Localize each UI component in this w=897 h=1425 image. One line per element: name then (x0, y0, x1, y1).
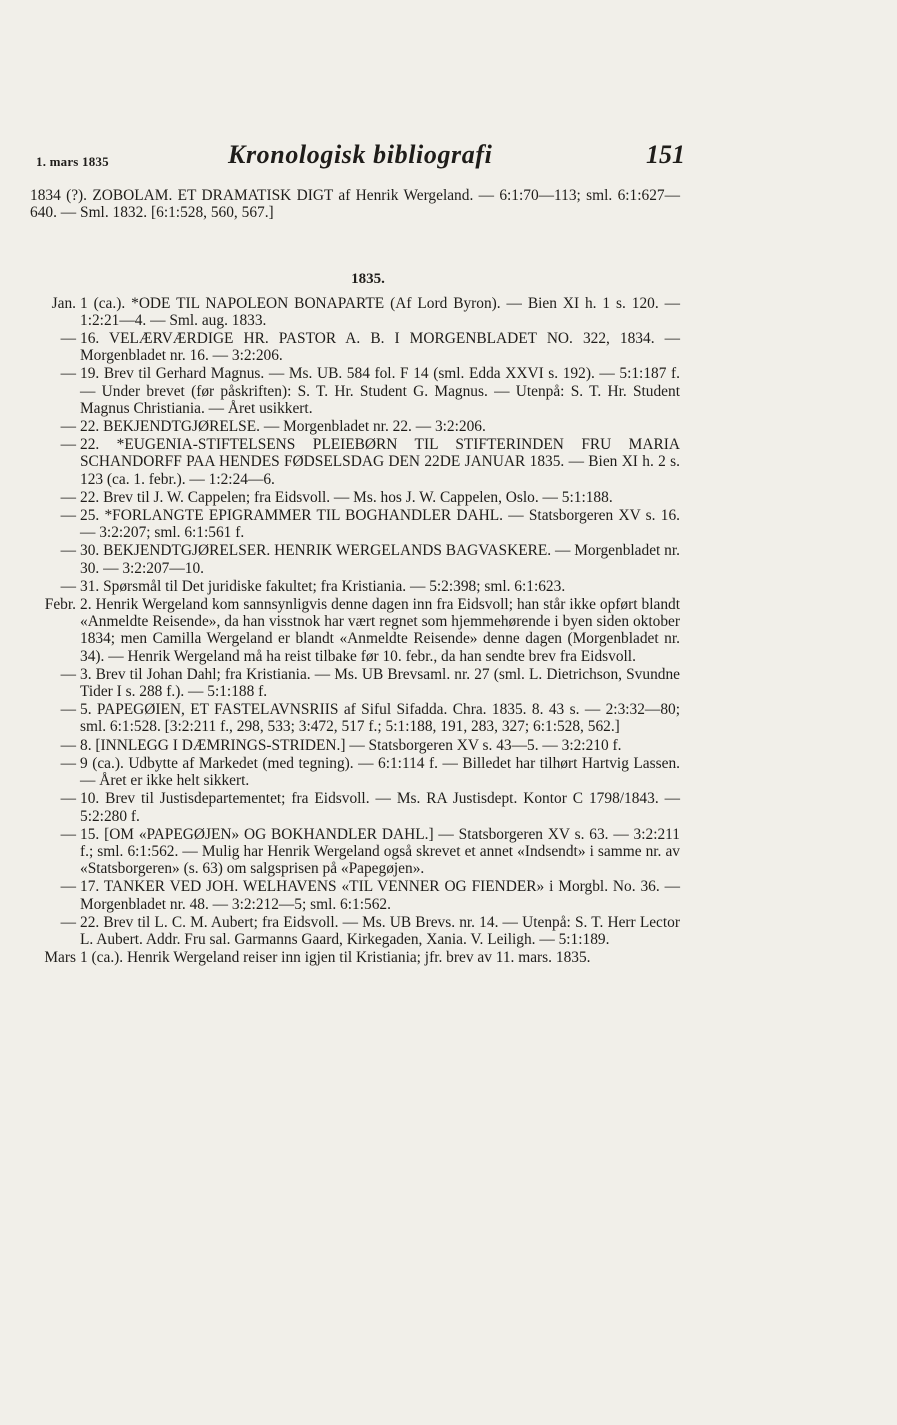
entry-text: 22. BEKJENDTGJØRELSE. — Morgenbladet nr. 22. — 3:2:206. (80, 418, 486, 436)
list-item (30, 949, 680, 966)
entry-text: 5. PAPEGØIEN, ET FASTELAVNSRIIS af Siful Sifadda. Chra. 1835. 8. 43 s. — 2:3:32—80; sml. 6:1:528. [3:2:211 f., 298, 533; 3:472, 517 f.; 5:1:188, 191, 283, 327; 6:1:528, 562.] (80, 701, 680, 736)
entry-text: 10. Brev til Justisdepartementet; fra Eidsvoll. — Ms. RA Justisdept. Kontor C 1798/1843. — 5:2:280 f. (80, 790, 680, 825)
list-item (30, 436, 680, 488)
list-item (30, 542, 680, 576)
list-item (30, 418, 680, 435)
entry-label: — (60, 436, 76, 454)
entry-text: 17. TANKER VED JOH. WELHAVENS «TIL VENNER OG FIENDER» i Morgbl. No. 36. — Morgenbladet nr. 48. — 3:2:212—5; sml. 6:1:562. (80, 878, 680, 913)
entry-1834 (30, 187, 680, 221)
entry-label: — (60, 418, 76, 436)
entry-label: — (60, 577, 76, 595)
entry-text: 1834 (?). ZOBOLAM. ET DRAMATISK DIGT af Henrik Wergeland. — 6:1:70—113; sml. 6:1:627—640. — Sml. 1832. [6:1:528, 560, 567.] (30, 187, 680, 222)
entry-label: — (60, 488, 76, 506)
list-item (30, 737, 680, 754)
entry-text: 30. BEKJENDTGJØRELSER. HENRIK WERGELANDS BAGVASKERE. — Morgenbladet nr. 30. — 3:2:207—10. (80, 542, 680, 577)
entry-text: 16. VELÆRVÆRDIGE HR. PASTOR A. B. I MORGENBLADET NO. 322, 1834. — Morgenbladet nr. 16. — 3:2:206. (80, 330, 680, 365)
entry-label: — (60, 330, 76, 348)
list-item (30, 489, 680, 506)
running-date: 1. mars 1835 (36, 154, 109, 169)
entry-label: Febr. (44, 596, 76, 614)
entry-text: 1 (ca.). Henrik Wergeland reiser inn igjen til Kristiania; jfr. brev av 11. mars. 1835. (80, 949, 591, 967)
list-item (30, 330, 680, 364)
entry-label: — (60, 665, 76, 683)
entry-text: 15. [OM «PAPEGØJEN» OG BOKHANDLER DAHL.] — Statsborgeren XV s. 63. — 3:2:211 f.; sml. 6:1:562. — Mulig har Henrik Wergeland også skrevet et annet «Indsendt» i samme nr. av «Statsborgeren» (s. 63) om salgsprisen på «Papegøjen». (80, 825, 680, 878)
year-heading: 1835. (351, 271, 385, 288)
list-item (30, 755, 680, 789)
list-item (30, 507, 680, 541)
entry-text: 1 (ca.). *ODE TIL NAPOLEON BONAPARTE (Af Lord Byron). — Bien XI h. 1 s. 120. — 1:2:21—4. — Sml. aug. 1833. (80, 294, 680, 329)
entry-text: 3. Brev til Johan Dahl; fra Kristiania. — Ms. UB Brevsaml. nr. 27 (sml. L. Dietrichson, Svundne Tider I s. 288 f.). — 5:1:188 f. (80, 665, 680, 701)
entry-text: 8. [INNLEGG I DÆMRINGS-STRIDEN.] — Statsborgeren XV s. 43—5. — 3:2:210 f. (80, 736, 622, 754)
entry-label: — (60, 825, 76, 843)
entry-label: — (60, 701, 76, 719)
entry-text: 22. Brev til J. W. Cappelen; fra Eidsvoll. — Ms. hos J. W. Cappelen, Oslo. — 5:1:188. (80, 488, 613, 506)
running-title: Kronologisk bibliografi (228, 140, 493, 169)
list-item (30, 826, 680, 878)
entry-label: Mars (44, 949, 76, 967)
entry-text: 9 (ca.). Udbytte af Markedet (med tegning). — 6:1:114 f. — Billedet har tilhørt Hartvig Lassen. — Året er ikke helt sikkert. (80, 754, 680, 790)
entry-text: 31. Spørsmål til Det juridiske fakultet; fra Kristiania. — 5:2:398; sml. 6:1:623. (80, 577, 566, 595)
list-item (30, 365, 680, 417)
entry-text: 2. Henrik Wergeland kom sannsynligvis denne dagen inn fra Eidsvoll; han står ikke opført blandt «Anmeldte Reisende», da han visstnok har vært regnet som hjemmehørende i byen siden oktober 1834; men Camilla Wergeland er blandt «Anmeldte Reisende» denne dagen (Morgenbladet nr. 34). — Henrik Wergeland må ha reist tilbake før 10. febr., da han sendte brev fra Eidsvoll. (80, 596, 680, 665)
entry-label: — (60, 542, 76, 560)
list-item (30, 878, 680, 912)
entry-text: 19. Brev til Gerhard Magnus. — Ms. UB. 584 fol. F 14 (sml. Edda XXVI s. 192). — 5:1:187 f. — Under brevet (før påskriften): S. T. Hr. Student G. Magnus. — Utenpå: S. T. Hr. Student Magnus Christiania. — Året usikkert. (80, 365, 680, 417)
list-item (30, 914, 680, 948)
entry-label: — (60, 913, 76, 931)
bibliography-body (30, 187, 680, 967)
entry-label: Jan. (51, 294, 76, 312)
entry-label: — (60, 365, 76, 383)
entry-list (30, 295, 680, 967)
entry-label: — (60, 754, 76, 772)
entry-label: — (60, 790, 76, 808)
entry-label: — (60, 736, 76, 754)
list-item (30, 578, 680, 595)
page-header (36, 140, 686, 176)
list-item (30, 790, 680, 824)
list-item (30, 596, 680, 665)
entry-text: 25. *FORLANGTE EPIGRAMMER TIL BOGHANDLER DAHL. — Statsborgeren XV s. 16. — 3:2:207; sml. 6:1:561 f. (80, 507, 680, 542)
entry-label: — (60, 878, 76, 896)
list-item (30, 295, 680, 329)
list-item (30, 666, 680, 700)
entry-label: — (60, 507, 76, 525)
entry-text: 22. Brev til L. C. M. Aubert; fra Eidsvoll. — Ms. UB Brevs. nr. 14. — Utenpå: S. T. Herr Lector L. Aubert. Addr. Fru sal. Garmanns Gaard, Kirkegaden, Xania. V. Leiligh. — 5:1:189. (80, 913, 680, 948)
list-item (30, 701, 680, 735)
entry-text: 22. *EUGENIA-STIFTELSENS PLEIEBØRN TIL STIFTERINDEN FRU MARIA SCHANDORFF PAA HENDES FØDSELSDAG DEN 22DE JANUAR 1835. — Bien XI h. 2 s. 123 (ca. 1. febr.). — 1:2:24—6. (80, 436, 680, 488)
page-number: 151 (646, 140, 685, 169)
